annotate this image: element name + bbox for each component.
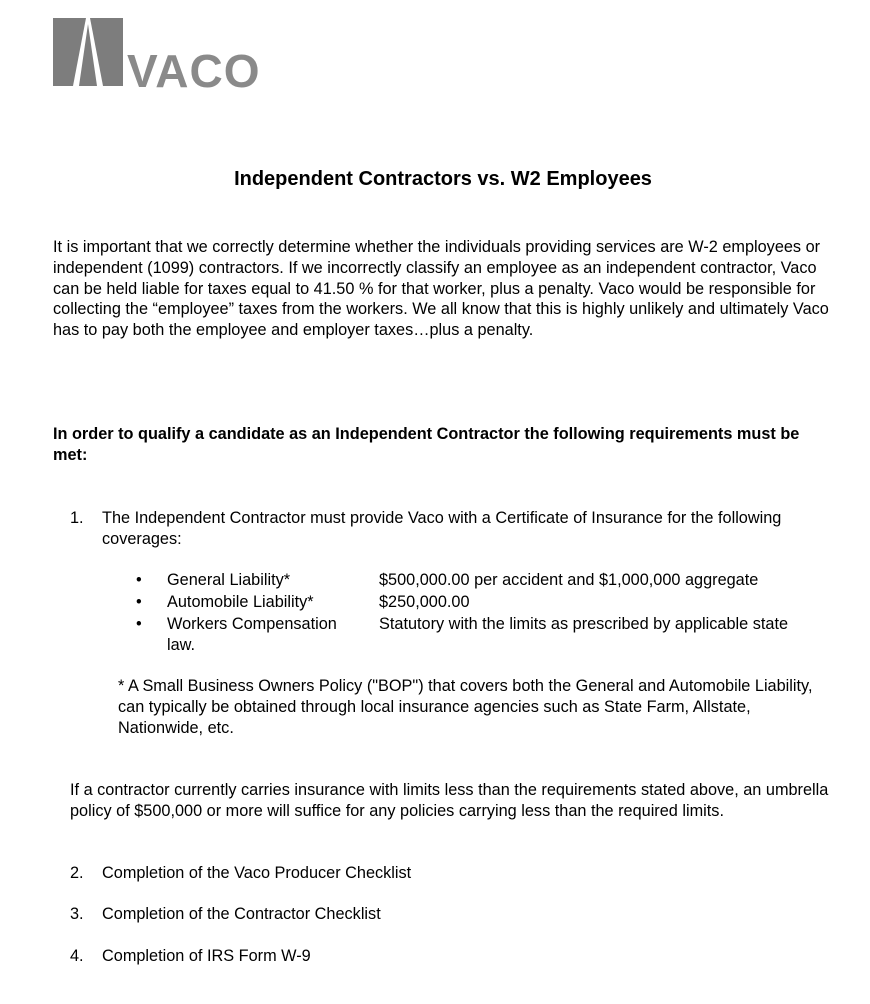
coverage-name: Automobile Liability* bbox=[167, 593, 314, 611]
coverage-limit: $250,000.00 bbox=[379, 593, 470, 611]
list-number: 4. bbox=[70, 947, 84, 965]
coverage-limit: $500,000.00 per accident and $1,000,000 aggregate bbox=[379, 571, 759, 589]
insurance-footnote: * A Small Business Owners Policy ("BOP") that covers both the General and Automobile Liability, can typically be obtained through local insurance agencies such as State Farm, Allstate, Nationwide, etc. bbox=[118, 677, 813, 737]
list-text: The Independent Contractor must provide Vaco with a Certificate of Insurance for the following coverages: bbox=[102, 509, 782, 548]
bullet-icon: • bbox=[136, 593, 142, 611]
umbrella-policy-note: If a contractor currently carries insurance with limits less than the requirements stated above, an umbrella policy of $500,000 or more will suffice for any policies carrying less than the required limits. bbox=[70, 781, 829, 820]
list-number: 1. bbox=[70, 509, 84, 527]
vaco-logo-text: VACO bbox=[127, 45, 261, 97]
coverage-limit: Statutory with the limits as prescribed by applicable state bbox=[379, 615, 789, 633]
list-number: 3. bbox=[70, 905, 84, 923]
vaco-logo bbox=[53, 18, 275, 97]
requirements-heading: In order to qualify a candidate as an Independent Contractor the following requirements must be met: bbox=[53, 425, 800, 464]
bullet-icon: • bbox=[136, 615, 142, 633]
list-text: Completion of the Contractor Checklist bbox=[102, 905, 381, 923]
page-title: Independent Contractors vs. W2 Employees bbox=[234, 168, 652, 190]
coverage-name: General Liability* bbox=[167, 571, 291, 589]
coverage-name: Workers Compensation law. bbox=[167, 615, 337, 654]
list-text: Completion of IRS Form W-9 bbox=[102, 947, 311, 965]
intro-paragraph: It is important that we correctly determine whether the individuals providing services are W-2 employees or independent (1099) contractors. If we incorrectly classify an employee as an independent contractor, Vaco can be held liable for taxes equal to 41.50 % for that worker, plus a penalty. Vaco would be responsible for collecting the “employee” taxes from the workers. We all know that this is highly unlikely and ultimately Vaco has to pay both the employee and employer taxes…plus a penalty. bbox=[53, 238, 829, 340]
list-number: 2. bbox=[70, 864, 84, 882]
list-text: Completion of the Vaco Producer Checklist bbox=[102, 864, 412, 882]
vaco-logo-mark-icon bbox=[53, 18, 123, 88]
bullet-icon: • bbox=[136, 571, 142, 589]
